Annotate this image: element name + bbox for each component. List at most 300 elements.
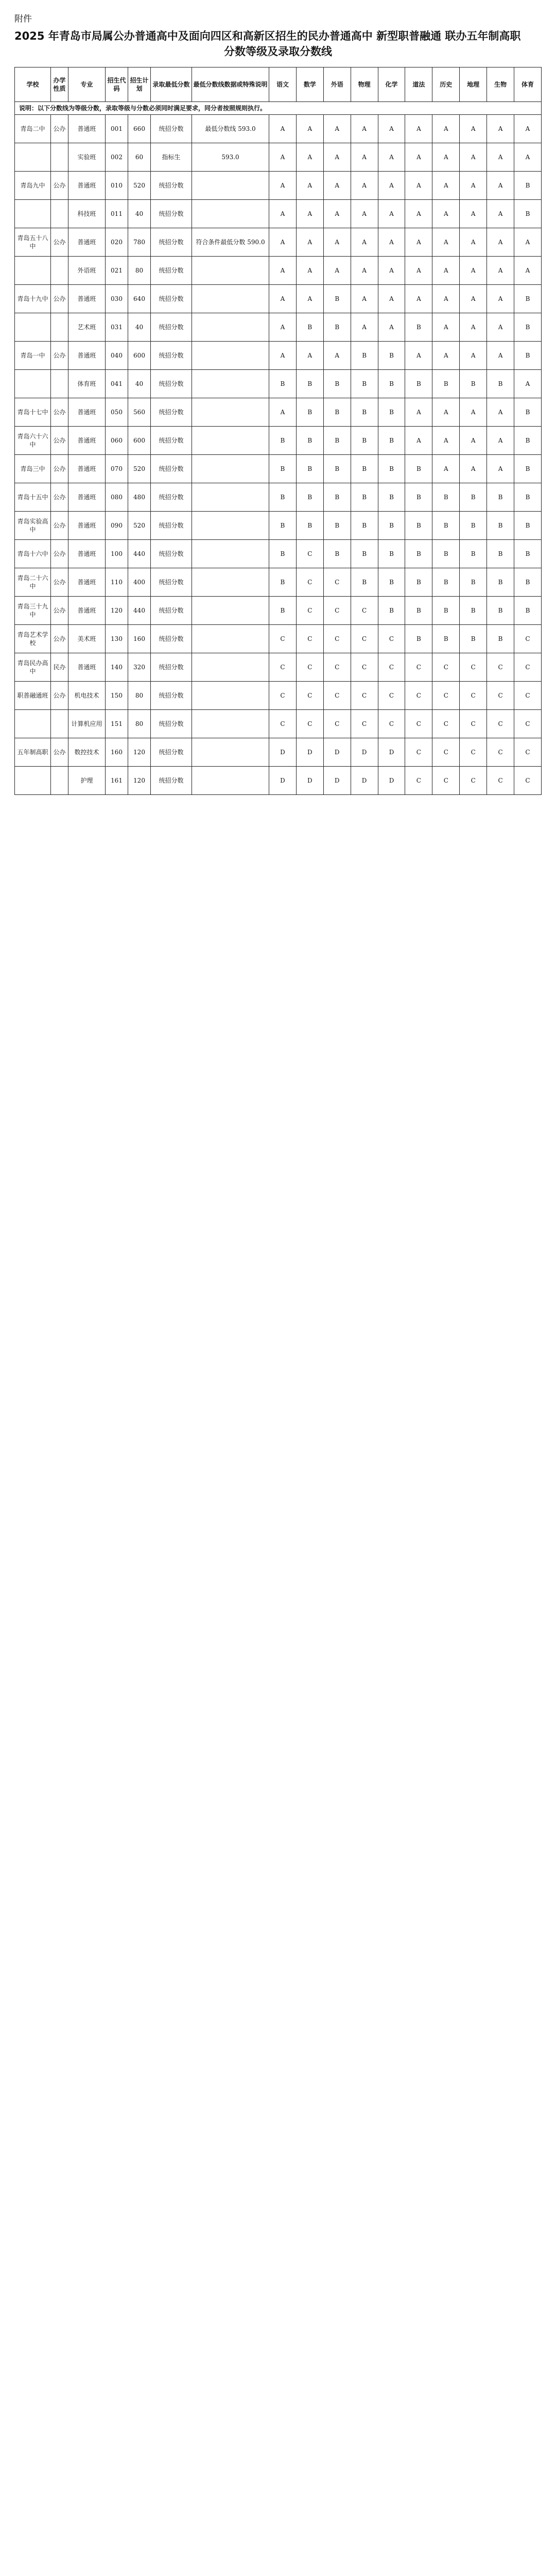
table-row [15,398,542,427]
column-header: 专业 [68,67,106,101]
cell-grade: C [460,682,487,710]
cell-major: 外语班 [68,257,106,285]
cell-grade: C [378,653,405,682]
cell-code: 120 [106,597,128,625]
cell-type: 公办 [51,625,68,653]
cell-grade: C [405,710,432,738]
table-row [15,597,542,625]
cell-grade: A [351,228,378,257]
cell-school [15,767,51,795]
table-row [15,200,542,228]
cell-grade: B [323,427,351,455]
cell-grade: A [432,427,460,455]
cell-code: 002 [106,143,128,172]
cell-code: 080 [106,483,128,512]
cell-school: 青岛实验高中 [15,512,51,540]
cell-grade: A [487,200,514,228]
table-row [15,342,542,370]
attachment-label: 附件 [14,14,32,24]
cell-grade: B [296,370,323,398]
cell-grade: B [323,455,351,483]
cell-grade: C [296,682,323,710]
cell-plan: 520 [128,172,151,200]
cell-type: 公办 [51,512,68,540]
column-header: 体育 [514,67,542,101]
cell-grade: B [323,285,351,313]
cell-grade: A [269,172,297,200]
cell-grade: A [323,115,351,143]
cell-grade: B [269,455,297,483]
cell-type: 公办 [51,738,68,767]
cell-score: 统招分数 [151,398,192,427]
cell-major: 普通班 [68,285,106,313]
cell-school: 青岛十九中 [15,285,51,313]
cell-grade: C [351,653,378,682]
cell-grade: A [460,398,487,427]
cell-grade: C [296,540,323,568]
cell-grade: B [460,597,487,625]
cell-grade: A [514,115,542,143]
cell-detail [192,285,269,313]
cell-grade: B [351,342,378,370]
cell-score: 统招分数 [151,342,192,370]
cell-grade: C [487,653,514,682]
cell-grade: A [296,172,323,200]
cell-major: 普通班 [68,172,106,200]
cell-grade: C [351,597,378,625]
cell-score: 统招分数 [151,455,192,483]
cell-grade: A [487,285,514,313]
cell-score: 统招分数 [151,512,192,540]
cell-grade: A [432,285,460,313]
cell-score: 统招分数 [151,597,192,625]
cell-grade: C [378,682,405,710]
cell-major: 美术班 [68,625,106,653]
cell-grade: D [351,738,378,767]
cell-grade: A [323,143,351,172]
cell-grade: C [323,653,351,682]
cell-detail [192,172,269,200]
admission-score-table [14,67,542,795]
cell-grade: B [323,540,351,568]
cell-grade: B [514,568,542,597]
cell-grade: C [323,682,351,710]
cell-grade: A [378,200,405,228]
cell-grade: C [269,625,297,653]
cell-grade: C [487,738,514,767]
cell-grade: B [514,427,542,455]
cell-grade: B [460,540,487,568]
cell-score: 统招分数 [151,568,192,597]
cell-grade: C [514,738,542,767]
cell-detail [192,200,269,228]
cell-code: 100 [106,540,128,568]
cell-grade: A [432,143,460,172]
cell-grade: C [514,682,542,710]
cell-type: 民办 [51,653,68,682]
cell-grade: B [514,540,542,568]
cell-school [15,257,51,285]
cell-school: 青岛民办高中 [15,653,51,682]
cell-type: 公办 [51,398,68,427]
cell-grade: A [351,257,378,285]
cell-grade: B [460,512,487,540]
column-header: 语文 [269,67,297,101]
cell-score: 统招分数 [151,738,192,767]
cell-grade: A [378,115,405,143]
cell-grade: B [514,342,542,370]
cell-grade: A [432,257,460,285]
cell-grade: B [514,455,542,483]
cell-major: 普通班 [68,228,106,257]
cell-major: 普通班 [68,483,106,512]
document-page [0,0,556,810]
cell-code: 110 [106,568,128,597]
cell-grade: A [378,257,405,285]
cell-grade: A [269,228,297,257]
column-header: 最低分数线数据或特殊说明 [192,67,269,101]
table-row [15,710,542,738]
cell-grade: C [487,682,514,710]
cell-detail [192,625,269,653]
cell-plan: 40 [128,370,151,398]
cell-grade: A [460,285,487,313]
cell-plan: 480 [128,483,151,512]
table-row [15,370,542,398]
cell-plan: 600 [128,342,151,370]
cell-school: 青岛二中 [15,115,51,143]
cell-grade: A [432,342,460,370]
cell-grade: D [323,767,351,795]
column-header: 物理 [351,67,378,101]
cell-grade: B [514,200,542,228]
cell-major: 科技班 [68,200,106,228]
cell-grade: A [296,143,323,172]
cell-grade: A [432,455,460,483]
cell-grade: A [405,257,432,285]
cell-code: 161 [106,767,128,795]
cell-grade: A [405,342,432,370]
cell-grade: A [351,285,378,313]
cell-grade: B [487,512,514,540]
table-row [15,143,542,172]
cell-code: 160 [106,738,128,767]
cell-plan: 400 [128,568,151,597]
cell-type: 公办 [51,342,68,370]
cell-grade: A [405,427,432,455]
cell-school: 青岛十六中 [15,540,51,568]
cell-type [51,710,68,738]
cell-major: 普通班 [68,115,106,143]
cell-detail [192,455,269,483]
cell-grade: A [323,342,351,370]
cell-school: 青岛一中 [15,342,51,370]
cell-grade: A [269,342,297,370]
cell-grade: B [351,568,378,597]
column-header: 外语 [323,67,351,101]
cell-detail [192,257,269,285]
cell-grade: B [432,370,460,398]
note-row [15,101,542,114]
cell-plan: 40 [128,313,151,342]
cell-grade: C [378,710,405,738]
column-header: 数学 [296,67,323,101]
cell-detail [192,540,269,568]
cell-grade: B [296,313,323,342]
cell-grade: A [460,115,487,143]
cell-grade: C [296,597,323,625]
cell-grade: A [269,398,297,427]
cell-plan: 80 [128,710,151,738]
cell-grade: A [514,228,542,257]
cell-grade: B [460,568,487,597]
table-note: 说明：以下分数线为等级分数，录取等级与分数必须同时满足要求，同分者按照规则执行。 [15,101,542,114]
cell-type [51,313,68,342]
cell-major: 普通班 [68,398,106,427]
column-header: 地理 [460,67,487,101]
cell-grade: A [269,143,297,172]
table-row [15,172,542,200]
cell-score: 统招分数 [151,115,192,143]
cell-grade: A [378,285,405,313]
cell-code: 011 [106,200,128,228]
cell-grade: B [378,455,405,483]
cell-grade: C [514,653,542,682]
cell-score: 统招分数 [151,427,192,455]
cell-grade: B [351,540,378,568]
table-row [15,767,542,795]
cell-type: 公办 [51,597,68,625]
cell-plan: 440 [128,597,151,625]
cell-type [51,370,68,398]
cell-grade: A [378,313,405,342]
cell-grade: C [514,625,542,653]
cell-grade: A [378,143,405,172]
cell-grade: B [487,540,514,568]
cell-major: 普通班 [68,427,106,455]
cell-grade: A [487,398,514,427]
cell-grade: A [269,200,297,228]
cell-grade: A [487,143,514,172]
cell-school: 青岛十五中 [15,483,51,512]
table-row [15,313,542,342]
cell-detail [192,767,269,795]
cell-grade: C [405,767,432,795]
cell-major: 普通班 [68,342,106,370]
cell-grade: B [514,398,542,427]
cell-detail [192,483,269,512]
cell-school [15,370,51,398]
cell-grade: A [405,228,432,257]
column-header: 学校 [15,67,51,101]
cell-grade: A [269,115,297,143]
cell-grade: B [514,483,542,512]
cell-detail [192,342,269,370]
cell-grade: A [514,143,542,172]
table-row [15,625,542,653]
cell-grade: A [323,200,351,228]
cell-grade: B [405,512,432,540]
cell-major: 数控技术 [68,738,106,767]
table-body [15,101,542,794]
cell-grade: B [351,512,378,540]
cell-grade: D [351,767,378,795]
cell-code: 130 [106,625,128,653]
cell-grade: B [323,483,351,512]
cell-grade: B [432,625,460,653]
page-title [14,28,542,60]
cell-grade: C [514,767,542,795]
title-line-1: 2025 年青岛市局属公办普通高中及面向四区和高新区招生的民办普通高中 新型职普融通 联办五年制高职 [14,30,521,42]
cell-school: 青岛五十八中 [15,228,51,257]
cell-school: 青岛九中 [15,172,51,200]
cell-grade: D [296,767,323,795]
column-header: 化学 [378,67,405,101]
cell-detail: 593.0 [192,143,269,172]
cell-code: 010 [106,172,128,200]
cell-grade: A [323,228,351,257]
table-row [15,682,542,710]
cell-grade: B [514,285,542,313]
cell-grade: C [378,625,405,653]
cell-score: 统招分数 [151,228,192,257]
cell-school [15,710,51,738]
cell-grade: C [351,710,378,738]
cell-grade: B [487,597,514,625]
cell-grade: B [405,540,432,568]
cell-grade: B [378,370,405,398]
cell-score: 统招分数 [151,710,192,738]
cell-grade: C [323,625,351,653]
cell-school [15,200,51,228]
cell-grade: B [487,370,514,398]
cell-score: 统招分数 [151,540,192,568]
cell-score: 统招分数 [151,285,192,313]
cell-school [15,313,51,342]
cell-grade: A [460,342,487,370]
cell-grade: B [269,427,297,455]
cell-grade: B [269,370,297,398]
cell-code: 060 [106,427,128,455]
cell-code: 021 [106,257,128,285]
cell-grade: B [432,540,460,568]
cell-major: 护理 [68,767,106,795]
cell-grade: C [269,682,297,710]
cell-grade: A [269,257,297,285]
cell-grade: B [269,512,297,540]
cell-detail [192,738,269,767]
cell-plan: 60 [128,143,151,172]
cell-grade: A [269,285,297,313]
title-line-2: 分数等级及录取分数线 [224,45,332,58]
cell-grade: A [514,257,542,285]
cell-grade: B [514,172,542,200]
cell-grade: B [405,455,432,483]
cell-grade: A [460,427,487,455]
cell-plan: 780 [128,228,151,257]
cell-grade: A [269,313,297,342]
cell-grade: A [432,172,460,200]
cell-plan: 80 [128,682,151,710]
table-row [15,483,542,512]
cell-grade: A [351,172,378,200]
cell-type [51,200,68,228]
cell-major: 普通班 [68,455,106,483]
cell-grade: C [296,625,323,653]
cell-grade: A [405,143,432,172]
cell-code: 050 [106,398,128,427]
cell-grade: C [405,682,432,710]
cell-major: 普通班 [68,597,106,625]
cell-grade: A [487,455,514,483]
cell-grade: B [378,483,405,512]
table-row [15,115,542,143]
cell-school [15,143,51,172]
cell-score: 统招分数 [151,767,192,795]
cell-plan: 440 [128,540,151,568]
column-header: 生物 [487,67,514,101]
cell-major: 普通班 [68,653,106,682]
cell-grade: A [460,313,487,342]
cell-school: 青岛十七中 [15,398,51,427]
cell-grade: A [405,200,432,228]
cell-code: 030 [106,285,128,313]
cell-grade: A [296,228,323,257]
cell-grade: B [432,512,460,540]
cell-code: 150 [106,682,128,710]
cell-grade: C [432,682,460,710]
cell-detail: 符合条件最低分数 590.0 [192,228,269,257]
cell-detail [192,568,269,597]
cell-plan: 560 [128,398,151,427]
cell-school: 青岛三中 [15,455,51,483]
cell-grade: C [460,710,487,738]
cell-major: 计算机应用 [68,710,106,738]
table-row [15,738,542,767]
cell-grade: C [296,568,323,597]
cell-grade: A [514,370,542,398]
cell-grade: A [432,398,460,427]
table-row [15,455,542,483]
table-row [15,512,542,540]
cell-grade: B [460,370,487,398]
cell-type: 公办 [51,228,68,257]
cell-grade: C [269,653,297,682]
cell-school: 五年制高职 [15,738,51,767]
cell-type: 公办 [51,483,68,512]
cell-grade: C [487,710,514,738]
cell-code: 031 [106,313,128,342]
cell-school: 青岛六十六中 [15,427,51,455]
cell-grade: B [514,597,542,625]
cell-grade: A [351,313,378,342]
cell-grade: B [269,540,297,568]
cell-grade: A [405,115,432,143]
cell-grade: A [323,257,351,285]
cell-grade: B [323,313,351,342]
cell-school: 青岛艺术学校 [15,625,51,653]
cell-detail [192,710,269,738]
cell-detail [192,682,269,710]
cell-grade: B [432,597,460,625]
cell-grade: B [378,568,405,597]
cell-grade: A [296,200,323,228]
cell-grade: B [296,455,323,483]
cell-major: 机电技术 [68,682,106,710]
table-row [15,427,542,455]
cell-grade: A [432,228,460,257]
cell-grade: B [351,427,378,455]
